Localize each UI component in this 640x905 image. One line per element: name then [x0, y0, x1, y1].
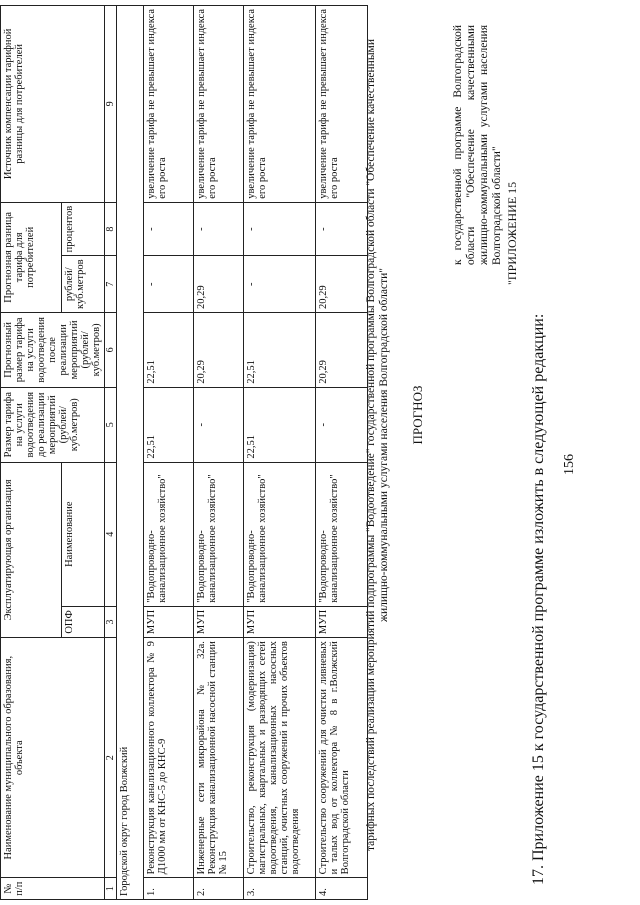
tariff-before: - [194, 387, 244, 462]
col-number: 6 [105, 312, 117, 387]
tariff-after: 22,51 [144, 312, 194, 387]
diff-pct: - [316, 202, 368, 256]
diff-rub: 20,29 [194, 256, 244, 313]
table-row [316, 6, 368, 900]
table-row [194, 6, 244, 900]
diff-rub: - [144, 256, 194, 313]
header-org: Эксплуатирующая организация [1, 462, 62, 637]
compensation-source: увеличение тарифа не превышает индекса его роста [244, 6, 316, 203]
diff-pct: - [244, 202, 316, 256]
amendment-heading: 17. Приложение 15 к государственной программе изложить в следующей редакции: [530, 313, 547, 885]
tariff-after: 22,51 [244, 312, 316, 387]
header-diff-rub: рублей/ куб.метров [61, 256, 104, 313]
header-source: Источник компенсации тарифной разницы для потребителей [1, 6, 105, 203]
row-number: 1. [144, 878, 194, 900]
org-name: "Водопроводно-канализационное хозяйство" [144, 462, 194, 606]
org-opf: МУП [316, 606, 368, 637]
section-label: Городской округ город Волжский [117, 6, 144, 900]
tariff-after: 20,29 [316, 312, 368, 387]
org-opf: МУП [194, 606, 244, 637]
diff-rub: 20,29 [316, 256, 368, 313]
col-number: 9 [105, 6, 117, 203]
object-name: Реконструкция канализационного коллектора № 9 Д1000 мм от КНС-5 до КНС-9 [144, 638, 194, 878]
row-number: 3. [244, 878, 316, 900]
org-opf: МУП [244, 606, 316, 637]
header-org-name: Наименование [61, 462, 104, 606]
col-number: 7 [105, 256, 117, 313]
object-name: Инженерные сети микрорайона № 32а. Реконструкция канализационной насосной станции № 15 [194, 638, 244, 878]
appendix-subtitle: к государственной программе Волгоградской области "Обеспечение качественными жилищно-коммунальными услугами населения Волгоградской области" [452, 25, 503, 265]
col-number: 5 [105, 387, 117, 462]
org-name: "Водопроводно-канализационное хозяйство" [244, 462, 316, 606]
col-number: 3 [105, 606, 117, 637]
section-row [117, 6, 144, 900]
diff-rub: - [244, 256, 316, 313]
compensation-source: увеличение тарифа не превышает индекса его роста [316, 6, 368, 203]
header-name: Наименование муниципального образования, объекта [1, 638, 105, 878]
diff-pct: - [194, 202, 244, 256]
org-opf: МУП [144, 606, 194, 637]
header-diff-pct: процентов [61, 202, 104, 256]
table-row [144, 6, 194, 900]
object-name: Строительство, реконструкция (модернизация) магистральных, квартальных и разводящих сетей водоотведения, канализационных насосных станций, очистных сооружений и прочих объектов водоотведения [244, 638, 316, 878]
header-num: № п/п [1, 878, 105, 900]
compensation-source: увеличение тарифа не превышает индекса его роста [144, 6, 194, 203]
col-number: 8 [105, 202, 117, 256]
forecast-intro: тарифных последствий реализации мероприятий подпрограммы "Водоотведение" государственной программы Волгоградской области "Обеспечение качественными жилищно-коммунальными услугами населения Волгоградской области" [365, 39, 390, 851]
col-number: 2 [105, 638, 117, 878]
table-row [244, 6, 316, 900]
forecast-table [0, 5, 368, 900]
col-number: 1 [105, 878, 117, 900]
tariff-before: 22,51 [244, 387, 316, 462]
page-number: 156 [562, 454, 577, 475]
col-number: 4 [105, 462, 117, 606]
header-opf: ОПФ [61, 606, 104, 637]
forecast-title: ПРОГНОЗ [410, 385, 425, 445]
org-name: "Водопроводно-канализационное хозяйство" [316, 462, 368, 606]
org-name: "Водопроводно-канализационное хозяйство" [194, 462, 244, 606]
tariff-before: - [316, 387, 368, 462]
column-number-row [105, 6, 117, 900]
row-number: 4. [316, 878, 368, 900]
object-name: Строительство сооружений для очистки ливневых и талых вод от коллектора № 8 в г.Волжский Волгоградской области [316, 638, 368, 878]
tariff-before: 22,51 [144, 387, 194, 462]
appendix-label: "ПРИЛОЖЕНИЕ 15 [505, 181, 519, 285]
compensation-source: увеличение тарифа не превышает индекса его роста [194, 6, 244, 203]
header-tariff-after: Прогнозный размер тарифа на услуги водоотведения после реализации мероприятий (рублей/ куб.метров) [1, 312, 105, 387]
diff-pct: - [144, 202, 194, 256]
header-diff: Прогнозная разница тарифа для потребителей [1, 202, 62, 312]
row-number: 2. [194, 878, 244, 900]
header-tariff-before: Размер тарифа на услуги водоотведения до реализации мероприятий (рублей/ куб.метров) [1, 387, 105, 462]
tariff-after: 20,29 [194, 312, 244, 387]
